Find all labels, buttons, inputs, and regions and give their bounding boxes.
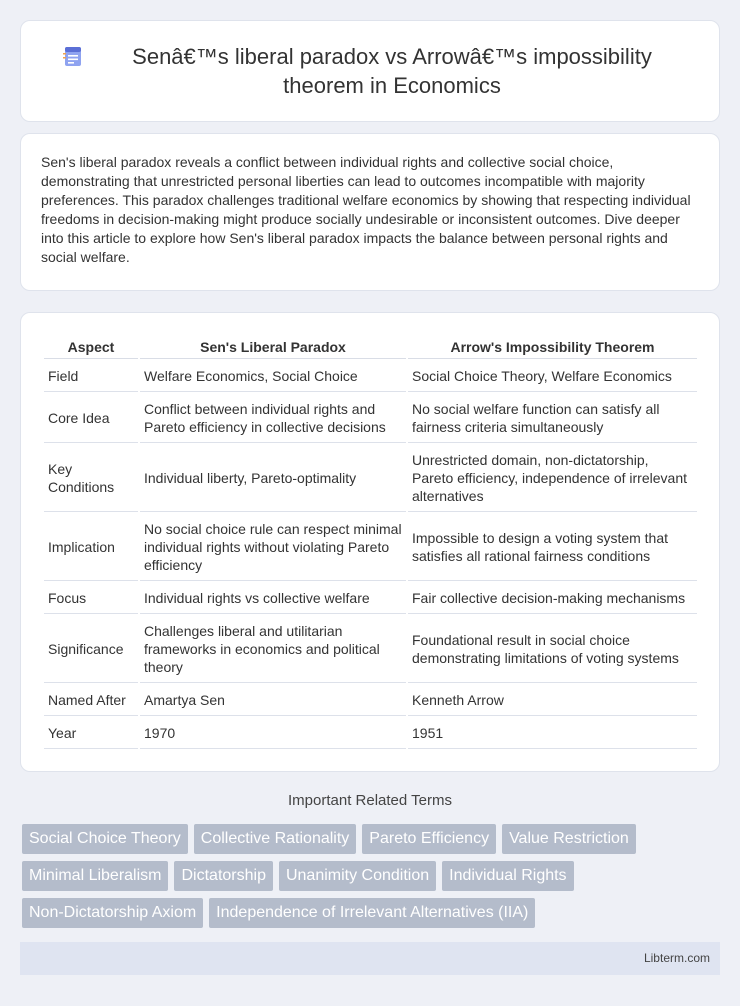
cell-arrow: Social Choice Theory, Welfare Economics [408, 361, 697, 392]
cell-aspect: Implication [44, 514, 138, 581]
cell-arrow: No social welfare function can satisfy all fairness criteria simultaneously [408, 394, 697, 443]
cell-aspect: Core Idea [44, 394, 138, 443]
related-term-tag[interactable]: Individual Rights [442, 861, 573, 891]
cell-sen: Conflict between individual rights and Pareto efficiency in collective decisions [140, 394, 406, 443]
cell-aspect: Year [44, 718, 138, 749]
cell-sen: Individual liberty, Pareto-optimality [140, 445, 406, 512]
column-header-aspect: Aspect [44, 335, 138, 359]
table-row [44, 583, 697, 614]
related-term-tag[interactable]: Collective Rationality [194, 824, 357, 854]
cell-aspect: Significance [44, 616, 138, 683]
cell-sen: Amartya Sen [140, 685, 406, 716]
related-term-tag[interactable]: Minimal Liberalism [22, 861, 168, 891]
footer-site-link[interactable]: Libterm.com [643, 951, 710, 965]
column-header-sen: Sen's Liberal Paradox [140, 335, 406, 359]
table-row [44, 685, 697, 716]
cell-aspect: Key Conditions [44, 445, 138, 512]
related-terms-heading: Important Related Terms [288, 792, 452, 809]
intro-card [20, 133, 720, 291]
table-row [44, 445, 697, 512]
table-header-row [44, 335, 697, 359]
table-row [44, 394, 697, 443]
cell-sen: Individual rights vs collective welfare [140, 583, 406, 614]
cell-aspect: Named After [44, 685, 138, 716]
table-row [44, 361, 697, 392]
cell-arrow: Kenneth Arrow [408, 685, 697, 716]
related-term-tag[interactable]: Non-Dictatorship Axiom [22, 898, 203, 928]
document-icon [61, 44, 85, 68]
cell-sen: Challenges liberal and utilitarian frameworks in economics and political theory [140, 616, 406, 683]
cell-arrow: Unrestricted domain, non-dictatorship, Pareto efficiency, independence of irrelevant alternatives [408, 445, 697, 512]
header-card [20, 20, 720, 122]
cell-aspect: Field [44, 361, 138, 392]
table-row [44, 616, 697, 683]
intro-paragraph: Sen's liberal paradox reveals a conflict between individual rights and collective social choice, demonstrating that unrestricted personal liberties can lead to outcomes incompatible with majority preferences. This paradox challenges traditional welfare economics by showing that respecting individual freedoms in decision-making might produce socially undesirable or inconsistent outcomes. Dive deeper into this article to explore how Sen's liberal paradox impacts the balance between personal rights and social welfare. [41, 154, 691, 265]
related-term-tag[interactable]: Social Choice Theory [22, 824, 188, 854]
table-row [44, 514, 697, 581]
cell-arrow: Foundational result in social choice demonstrating limitations of voting systems [408, 616, 697, 683]
related-term-tag[interactable]: Value Restriction [502, 824, 636, 854]
cell-sen: 1970 [140, 718, 406, 749]
related-terms-list [22, 824, 722, 928]
page-title: Senâ€™s liberal paradox vs Arrowâ€™s impossibility theorem in Economics [132, 44, 652, 98]
related-term-tag[interactable]: Independence of Irrelevant Alternatives (IIA) [209, 898, 535, 928]
footer [20, 942, 720, 975]
cell-sen: Welfare Economics, Social Choice [140, 361, 406, 392]
cell-sen: No social choice rule can respect minimal individual rights without violating Pareto efficiency [140, 514, 406, 581]
related-term-tag[interactable]: Pareto Efficiency [362, 824, 496, 854]
cell-arrow: 1951 [408, 718, 697, 749]
comparison-table-card [20, 312, 720, 772]
column-header-arrow: Arrow's Impossibility Theorem [408, 335, 697, 359]
cell-arrow: Fair collective decision-making mechanisms [408, 583, 697, 614]
related-term-tag[interactable]: Dictatorship [174, 861, 272, 891]
related-term-tag[interactable]: Unanimity Condition [279, 861, 436, 891]
comparison-table [42, 333, 699, 751]
table-row [44, 718, 697, 749]
cell-arrow: Impossible to design a voting system that satisfies all rational fairness conditions [408, 514, 697, 581]
cell-aspect: Focus [44, 583, 138, 614]
